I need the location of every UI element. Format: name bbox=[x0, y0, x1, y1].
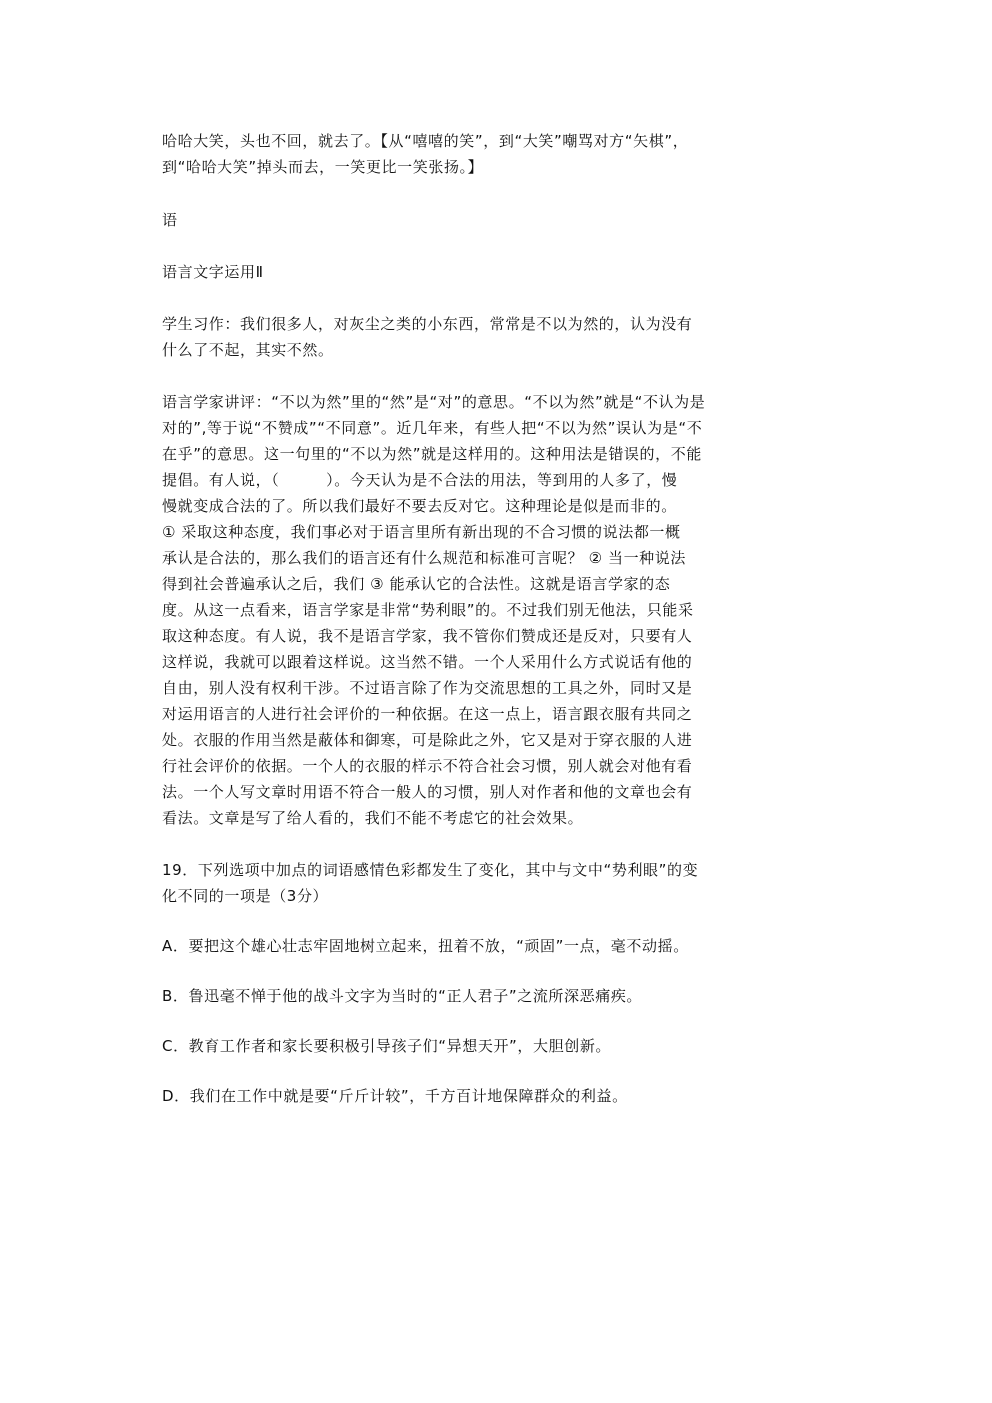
document-page bbox=[162, 128, 740, 1109]
passage-commentary bbox=[162, 128, 740, 180]
text-line: 对的”,等于说“不赞成”“不同意”。近几年来，有些人把“不以为然”误认为是“不 bbox=[162, 419, 703, 437]
text-line: ① 采取这种态度，我们事必对于语言里所有新出现的不合习惯的说法都一概 bbox=[162, 523, 681, 541]
text-line: 对运用语言的人进行社会评价的一种依据。在这一点上，语言跟衣服有共同之 bbox=[162, 705, 693, 723]
text-line: 化不同的一项是（3分） bbox=[162, 887, 329, 905]
option-a: A．要把这个雄心壮志牢固地树立起来，扭着不放，“顽固”一点，毫不动摇。 bbox=[162, 937, 689, 955]
text-line: 法。一个人写文章时用语不符合一般人的习惯，别人对作者和他的文章也会有 bbox=[162, 783, 693, 801]
text-line: 自由，别人没有权利干涉。不过语言除了作为交流思想的工具之外，同时又是 bbox=[162, 679, 693, 697]
text-line: 行社会评价的依据。一个人的衣服的样示不符合社会习惯，别人就会对他有看 bbox=[162, 757, 693, 775]
text-line: 19．下列选项中加点的词语感情色彩都发生了变化，其中与文中“势利眼”的变 bbox=[162, 861, 699, 879]
text-line: 处。衣服的作用当然是蔽体和御寒，可是除此之外，它又是对于穿衣服的人进 bbox=[162, 731, 693, 749]
section-heading: 语言文字运用Ⅱ bbox=[162, 263, 264, 281]
text-line: 语言学家讲评：“不以为然”里的“然”是“对”的意思。“不以为然”就是“不认为是 bbox=[162, 393, 706, 411]
option-c: C．教育工作者和家长要积极引导孩子们“异想天开”，大胆创新。 bbox=[162, 1037, 612, 1055]
option-d: D．我们在工作中就是要“斤斤计较”，千方百计地保障群众的利益。 bbox=[162, 1087, 628, 1105]
text-line: 这样说，我就可以跟着这样说。这当然不错。一个人采用什么方式说话有他的 bbox=[162, 653, 693, 671]
text-line: 取这种态度。有人说，我不是语言学家，我不管你们赞成还是反对，只要有人 bbox=[162, 627, 693, 645]
text-line: 看法。文章是写了给人看的，我们不能不考虑它的社会效果。 bbox=[162, 809, 584, 827]
student-essay bbox=[162, 311, 740, 363]
text-line: 得到社会普遍承认之后，我们 ③ 能承认它的合法性。这就是语言学家的态 bbox=[162, 575, 671, 593]
text-line: 提倡。有人说，（ ）。今天认为是不合法的用法，等到用的人多了，慢 bbox=[162, 471, 678, 489]
text-line: 到“哈哈大笑”掉头而去，一笑更比一笑张扬。】 bbox=[162, 158, 484, 176]
text-line: 什么了不起，其实不然。 bbox=[162, 341, 334, 359]
heading-short: 语 bbox=[162, 211, 178, 229]
text-line: 承认是合法的，那么我们的语言还有什么规范和标准可言呢？ ② 当一种说法 bbox=[162, 549, 686, 567]
text-line: 度。从这一点看来，语言学家是非常“势利眼”的。不过我们别无他法，只能采 bbox=[162, 601, 694, 619]
text-line: 哈哈大笑，头也不回，就去了。【从“嘻嘻的笑”，到“大笑”嘲骂对方“矢棋”， bbox=[162, 132, 689, 150]
question-stem bbox=[162, 857, 740, 909]
linguist-commentary bbox=[162, 389, 740, 831]
option-b: B．鲁迅毫不惮于他的战斗文字为当时的“正人君子”之流所深恶痛疾。 bbox=[162, 987, 643, 1005]
text-line: 慢就变成合法的了。所以我们最好不要去反对它。这种理论是似是而非的。 bbox=[162, 497, 677, 515]
text-line: 在乎”的意思。这一句里的“不以为然”就是这样用的。这种用法是错误的，不能 bbox=[162, 445, 702, 463]
text-line: 学生习作：我们很多人，对灰尘之类的小东西，常常是不以为然的，认为没有 bbox=[162, 315, 693, 333]
